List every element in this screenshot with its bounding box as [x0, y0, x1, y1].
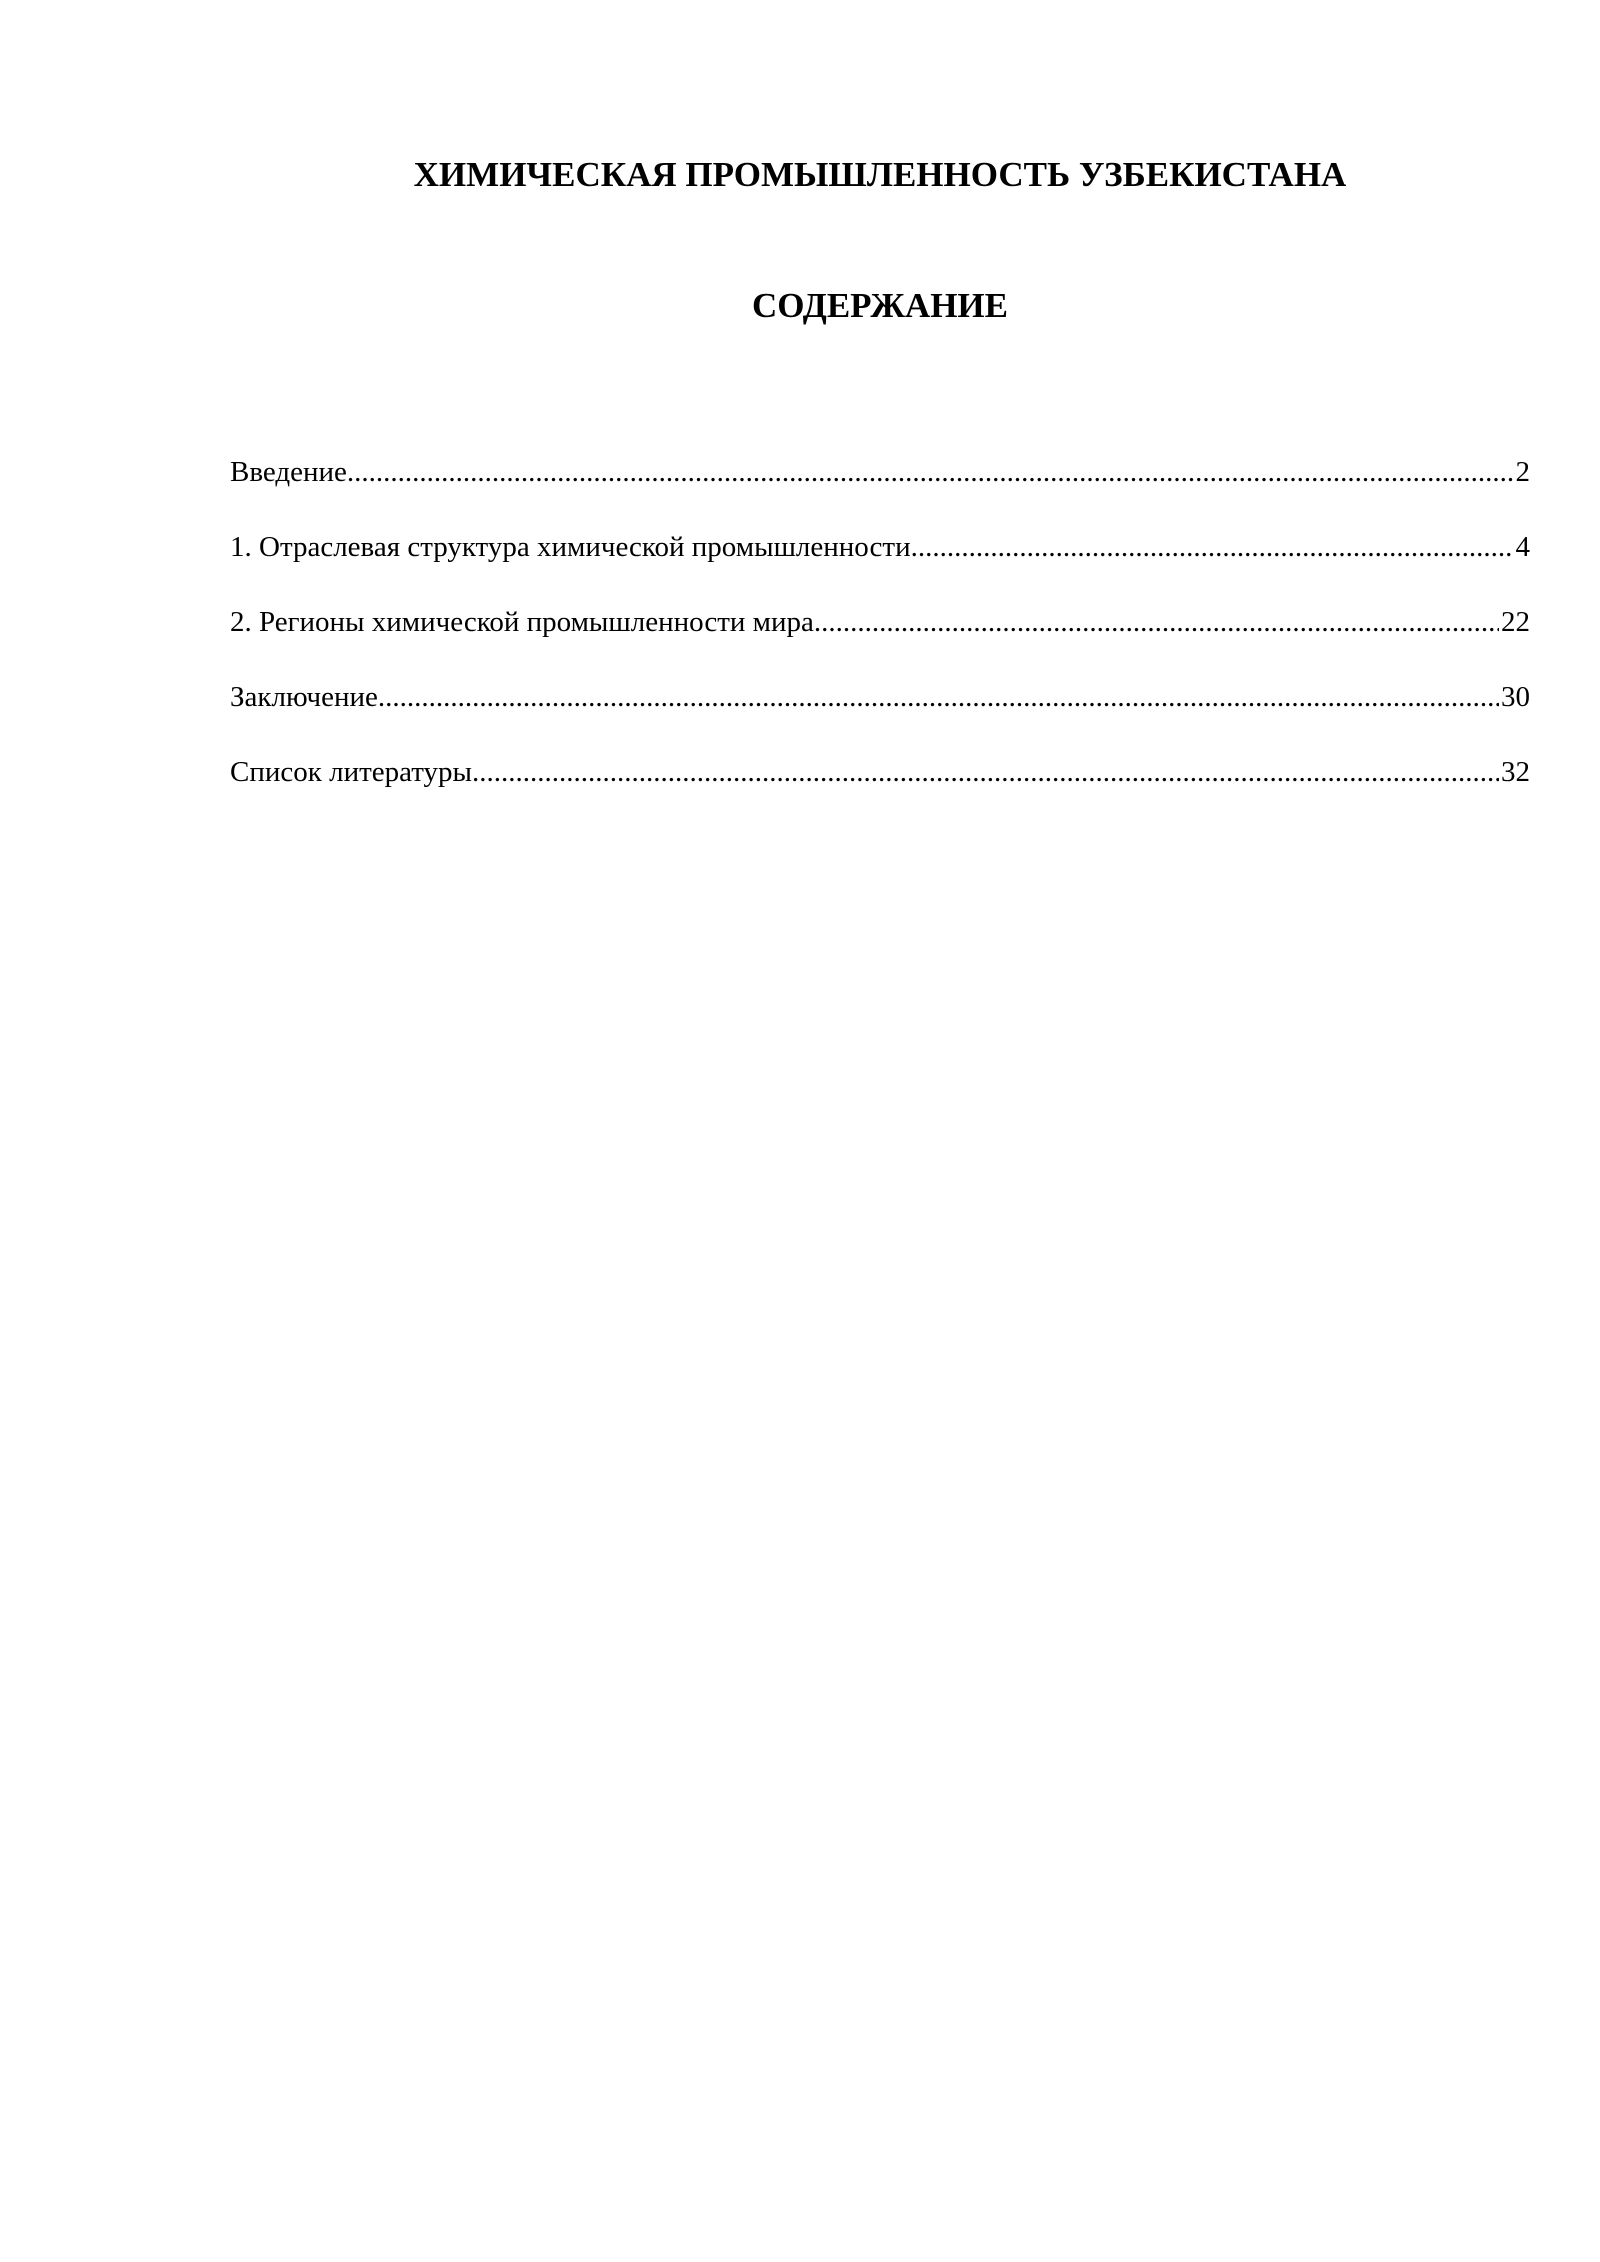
- table-of-contents: [230, 450, 1530, 825]
- document-title: ХИМИЧЕСКАЯ ПРОМЫШЛЕННОСТЬ УЗБЕКИСТАНА: [413, 155, 1347, 194]
- toc-entry-page-number: 32: [1501, 756, 1530, 788]
- toc-entry-introduction[interactable]: [230, 450, 1530, 525]
- toc-entry-label: Список литературы: [230, 756, 473, 788]
- dot-leader: [347, 450, 1514, 494]
- toc-entry-label: Введение: [230, 456, 347, 488]
- toc-entry-conclusion[interactable]: [230, 675, 1530, 750]
- dot-leader: [378, 675, 1499, 719]
- dot-leader: [472, 750, 1499, 794]
- toc-entry-page-number: 30: [1501, 681, 1530, 713]
- toc-entry-label: 2. Регионы химической промышленности мира: [230, 606, 814, 638]
- toc-entry-references[interactable]: [230, 750, 1530, 825]
- toc-heading: СОДЕРЖАНИЕ: [751, 286, 1008, 325]
- dot-leader: [911, 525, 1514, 569]
- toc-entry-chapter-2[interactable]: [230, 600, 1530, 675]
- toc-entry-page-number: 2: [1515, 456, 1530, 488]
- toc-entry-page-number: 4: [1515, 531, 1530, 563]
- toc-entry-label: Заключение: [230, 681, 378, 713]
- toc-entry-page-number: 22: [1501, 606, 1530, 638]
- dot-leader: [814, 600, 1499, 644]
- toc-entry-label: 1. Отраслевая структура химической промышленности: [230, 531, 911, 563]
- toc-entry-chapter-1[interactable]: [230, 525, 1530, 600]
